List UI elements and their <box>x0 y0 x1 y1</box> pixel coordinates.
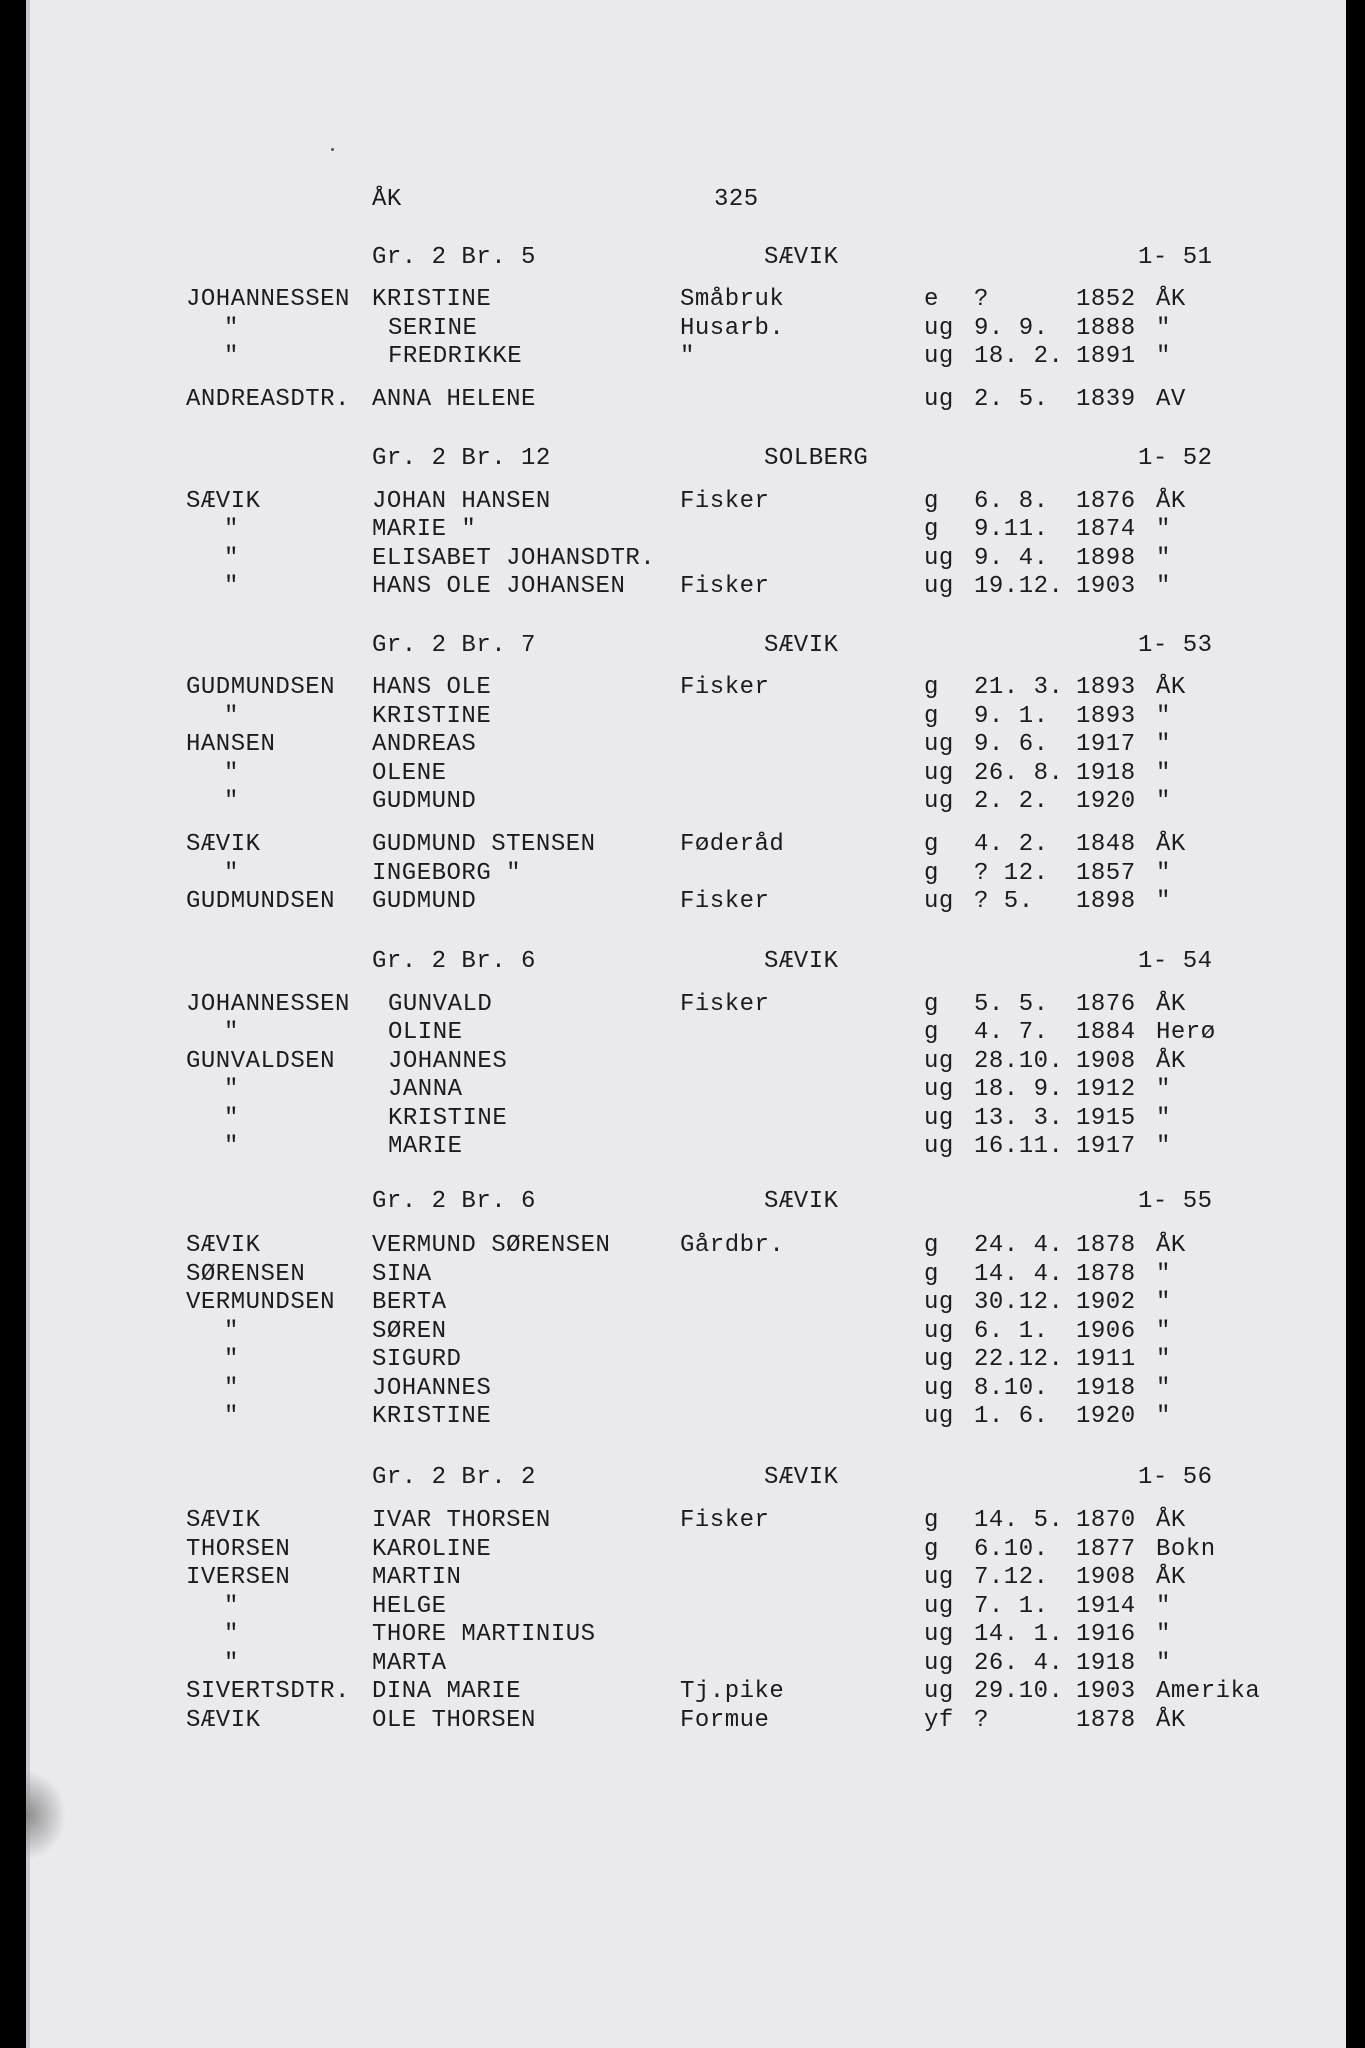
section-group: Gr. 2 Br. 5 <box>372 244 536 271</box>
record-given-name: KRISTINE <box>372 703 492 730</box>
record-year: 1908 <box>1076 1564 1136 1591</box>
record-year: 1917 <box>1076 1133 1136 1160</box>
record-surname: " <box>224 1019 239 1046</box>
record-given-name: MARIE " <box>372 516 477 543</box>
record-birthplace: ÅK <box>1156 488 1186 515</box>
record-status: ug <box>924 386 954 413</box>
section-ref: 1- 51 <box>1138 244 1213 271</box>
record-date: 8.10. <box>974 1375 1049 1402</box>
record-surname: SÆVIK <box>186 488 261 515</box>
record-given-name: SERINE <box>388 315 478 342</box>
section-place: SÆVIK <box>764 1464 839 1491</box>
document-page <box>26 0 1346 2048</box>
record-birthplace: " <box>1156 760 1171 787</box>
record-birthplace: ÅK <box>1156 1707 1186 1734</box>
record-birthplace: " <box>1156 860 1171 887</box>
record-occupation: Fisker <box>680 1507 770 1534</box>
record-given-name: KAROLINE <box>372 1536 492 1563</box>
record-given-name: JOHAN HANSEN <box>372 488 551 515</box>
record-date: 13. 3. <box>974 1105 1064 1132</box>
record-birthplace: AV <box>1156 386 1186 413</box>
record-given-name: MARTA <box>372 1650 447 1677</box>
record-status: g <box>924 831 939 858</box>
record-year: 1857 <box>1076 860 1136 887</box>
record-surname: JOHANNESSEN <box>186 991 350 1018</box>
record-date: 18. 2. <box>974 343 1064 370</box>
record-occupation: Småbruk <box>680 286 785 313</box>
record-year: 1917 <box>1076 731 1136 758</box>
record-date: 9. 6. <box>974 731 1049 758</box>
record-occupation: " <box>680 343 695 370</box>
record-status: ug <box>924 1403 954 1430</box>
record-status: g <box>924 1507 939 1534</box>
record-birthplace: Bokn <box>1156 1536 1216 1563</box>
record-status: g <box>924 1019 939 1046</box>
record-surname: " <box>224 1346 239 1373</box>
record-occupation: Fisker <box>680 488 770 515</box>
record-surname: " <box>224 1621 239 1648</box>
page-number: 325 <box>714 186 759 213</box>
record-date: 7.12. <box>974 1564 1049 1591</box>
record-date: 9.11. <box>974 516 1049 543</box>
record-status: ug <box>924 1133 954 1160</box>
page-edge <box>26 0 30 2048</box>
record-given-name: GUDMUND <box>372 888 477 915</box>
record-birthplace: ÅK <box>1156 1507 1186 1534</box>
record-year: 1912 <box>1076 1076 1136 1103</box>
record-date: 21. 3. <box>974 674 1064 701</box>
record-birthplace: " <box>1156 703 1171 730</box>
record-birthplace: " <box>1156 1593 1171 1620</box>
record-surname: VERMUNDSEN <box>186 1289 336 1316</box>
record-date: 7. 1. <box>974 1593 1049 1620</box>
record-status: ug <box>924 545 954 572</box>
record-birthplace: " <box>1156 343 1171 370</box>
record-occupation: Tj.pike <box>680 1678 785 1705</box>
record-year: 1914 <box>1076 1593 1136 1620</box>
record-surname: JOHANNESSEN <box>186 286 350 313</box>
record-status: ug <box>924 788 954 815</box>
record-status: ug <box>924 315 954 342</box>
record-date: 14. 4. <box>974 1261 1064 1288</box>
record-surname: " <box>224 1133 239 1160</box>
record-year: 1911 <box>1076 1346 1136 1373</box>
record-date: 26. 4. <box>974 1650 1064 1677</box>
record-given-name: OLINE <box>388 1019 463 1046</box>
section-group: Gr. 2 Br. 12 <box>372 445 551 472</box>
record-date: 4. 2. <box>974 831 1049 858</box>
record-given-name: SIGURD <box>372 1346 462 1373</box>
record-status: ug <box>924 1105 954 1132</box>
record-surname: " <box>224 343 239 370</box>
record-birthplace: " <box>1156 731 1171 758</box>
record-birthplace: " <box>1156 1621 1171 1648</box>
record-birthplace: " <box>1156 545 1171 572</box>
record-status: ug <box>924 1621 954 1648</box>
record-given-name: THORE MARTINIUS <box>372 1621 596 1648</box>
record-surname: " <box>224 516 239 543</box>
record-year: 1893 <box>1076 674 1136 701</box>
record-surname: SÆVIK <box>186 1707 261 1734</box>
record-birthplace: " <box>1156 516 1171 543</box>
record-birthplace: " <box>1156 1403 1171 1430</box>
record-date: ? <box>974 1707 989 1734</box>
record-status: ug <box>924 1076 954 1103</box>
record-surname: " <box>224 860 239 887</box>
record-date: 6. 8. <box>974 488 1049 515</box>
record-given-name: SØREN <box>372 1318 447 1345</box>
record-status: ug <box>924 1346 954 1373</box>
record-surname: " <box>224 1375 239 1402</box>
section-group: Gr. 2 Br. 2 <box>372 1464 536 1491</box>
record-status: g <box>924 1232 939 1259</box>
record-status: g <box>924 488 939 515</box>
record-given-name: FREDRIKKE <box>388 343 523 370</box>
section-group: Gr. 2 Br. 6 <box>372 1188 536 1215</box>
record-surname: " <box>224 1403 239 1430</box>
paper-speck <box>331 148 334 151</box>
record-occupation: Fisker <box>680 888 770 915</box>
record-date: 30.12. <box>974 1289 1064 1316</box>
record-year: 1884 <box>1076 1019 1136 1046</box>
record-status: ug <box>924 1678 954 1705</box>
record-year: 1874 <box>1076 516 1136 543</box>
record-birthplace: " <box>1156 1133 1171 1160</box>
record-birthplace: " <box>1156 1105 1171 1132</box>
record-birthplace: " <box>1156 573 1171 600</box>
record-year: 1903 <box>1076 573 1136 600</box>
record-occupation: Fisker <box>680 573 770 600</box>
record-given-name: JOHANNES <box>388 1048 508 1075</box>
record-given-name: BERTA <box>372 1289 447 1316</box>
record-given-name: ELISABET JOHANSDTR. <box>372 545 656 572</box>
record-occupation: Husarb. <box>680 315 785 342</box>
record-year: 1915 <box>1076 1105 1136 1132</box>
record-birthplace: ÅK <box>1156 991 1186 1018</box>
record-given-name: MARIE <box>388 1133 463 1160</box>
record-birthplace: ÅK <box>1156 674 1186 701</box>
record-birthplace: " <box>1156 1289 1171 1316</box>
record-occupation: Fisker <box>680 991 770 1018</box>
record-surname: " <box>224 1650 239 1677</box>
record-surname: SÆVIK <box>186 1232 261 1259</box>
record-given-name: IVAR THORSEN <box>372 1507 551 1534</box>
record-year: 1891 <box>1076 343 1136 370</box>
record-date: 16.11. <box>974 1133 1064 1160</box>
record-year: 1888 <box>1076 315 1136 342</box>
record-birthplace: " <box>1156 1318 1171 1345</box>
record-status: ug <box>924 1318 954 1345</box>
record-surname: " <box>224 573 239 600</box>
section-ref: 1- 54 <box>1138 948 1213 975</box>
section-ref: 1- 53 <box>1138 632 1213 659</box>
record-year: 1920 <box>1076 788 1136 815</box>
record-birthplace: " <box>1156 1261 1171 1288</box>
record-year: 1878 <box>1076 1707 1136 1734</box>
record-birthplace: " <box>1156 788 1171 815</box>
record-surname: GUDMUNDSEN <box>186 888 336 915</box>
record-status: ug <box>924 760 954 787</box>
record-birthplace: " <box>1156 1076 1171 1103</box>
record-date: 9. 1. <box>974 703 1049 730</box>
record-surname: GUDMUNDSEN <box>186 674 336 701</box>
record-given-name: HANS OLE <box>372 674 492 701</box>
record-surname: SÆVIK <box>186 831 261 858</box>
section-place: SÆVIK <box>764 632 839 659</box>
record-date: 2. 5. <box>974 386 1049 413</box>
record-status: g <box>924 516 939 543</box>
record-birthplace: ÅK <box>1156 1048 1186 1075</box>
record-status: ug <box>924 1593 954 1620</box>
record-surname: " <box>224 315 239 342</box>
record-surname: SÆVIK <box>186 1507 261 1534</box>
record-status: g <box>924 860 939 887</box>
record-birthplace: ÅK <box>1156 831 1186 858</box>
record-status: ug <box>924 573 954 600</box>
record-birthplace: " <box>1156 1346 1171 1373</box>
record-given-name: SINA <box>372 1261 432 1288</box>
record-year: 1918 <box>1076 760 1136 787</box>
record-year: 1918 <box>1076 1650 1136 1677</box>
section-ref: 1- 56 <box>1138 1464 1213 1491</box>
record-status: ug <box>924 1650 954 1677</box>
record-year: 1839 <box>1076 386 1136 413</box>
section-ref: 1- 55 <box>1138 1188 1213 1215</box>
record-given-name: HELGE <box>372 1593 447 1620</box>
record-status: g <box>924 703 939 730</box>
record-year: 1903 <box>1076 1678 1136 1705</box>
record-date: ? 12. <box>974 860 1049 887</box>
record-date: 4. 7. <box>974 1019 1049 1046</box>
record-year: 1893 <box>1076 703 1136 730</box>
record-date: 9. 9. <box>974 315 1049 342</box>
record-given-name: KRISTINE <box>388 1105 508 1132</box>
record-year: 1906 <box>1076 1318 1136 1345</box>
record-date: 26. 8. <box>974 760 1064 787</box>
record-year: 1878 <box>1076 1232 1136 1259</box>
record-surname: SIVERTSDTR. <box>186 1678 350 1705</box>
record-date: ? <box>974 286 989 313</box>
record-status: g <box>924 1536 939 1563</box>
record-date: 18. 9. <box>974 1076 1064 1103</box>
record-given-name: OLE THORSEN <box>372 1707 536 1734</box>
record-date: 24. 4. <box>974 1232 1064 1259</box>
page-code: ÅK <box>372 186 402 213</box>
record-occupation: Formue <box>680 1707 770 1734</box>
record-year: 1878 <box>1076 1261 1136 1288</box>
record-date: ? 5. <box>974 888 1034 915</box>
record-given-name: GUDMUND <box>372 788 477 815</box>
record-year: 1877 <box>1076 1536 1136 1563</box>
record-surname: " <box>224 1076 239 1103</box>
record-date: 19.12. <box>974 573 1064 600</box>
record-surname: " <box>224 545 239 572</box>
record-surname: ANDREASDTR. <box>186 386 350 413</box>
record-given-name: GUDMUND STENSEN <box>372 831 596 858</box>
record-birthplace: ÅK <box>1156 286 1186 313</box>
record-given-name: GUNVALD <box>388 991 493 1018</box>
record-surname: " <box>224 703 239 730</box>
record-date: 6.10. <box>974 1536 1049 1563</box>
record-status: ug <box>924 1289 954 1316</box>
record-year: 1898 <box>1076 888 1136 915</box>
record-status: ug <box>924 1375 954 1402</box>
record-birthplace: " <box>1156 1650 1171 1677</box>
record-occupation: Fisker <box>680 674 770 701</box>
section-group: Gr. 2 Br. 6 <box>372 948 536 975</box>
record-birthplace: ÅK <box>1156 1232 1186 1259</box>
record-status: yf <box>924 1707 954 1734</box>
record-surname: GUNVALDSEN <box>186 1048 336 1075</box>
record-status: ug <box>924 731 954 758</box>
section-place: SÆVIK <box>764 948 839 975</box>
record-year: 1852 <box>1076 286 1136 313</box>
record-surname: " <box>224 788 239 815</box>
record-date: 14. 5. <box>974 1507 1064 1534</box>
record-date: 5. 5. <box>974 991 1049 1018</box>
record-given-name: JOHANNES <box>372 1375 492 1402</box>
record-given-name: ANDREAS <box>372 731 477 758</box>
record-birthplace: " <box>1156 315 1171 342</box>
record-surname: IVERSEN <box>186 1564 291 1591</box>
section-place: SOLBERG <box>764 445 869 472</box>
record-given-name: KRISTINE <box>372 1403 492 1430</box>
record-year: 1898 <box>1076 545 1136 572</box>
record-date: 28.10. <box>974 1048 1064 1075</box>
paper-smudge <box>26 1770 66 1860</box>
record-status: g <box>924 674 939 701</box>
record-birthplace: Herø <box>1156 1019 1216 1046</box>
record-status: ug <box>924 1048 954 1075</box>
record-given-name: OLENE <box>372 760 447 787</box>
record-date: 14. 1. <box>974 1621 1064 1648</box>
record-year: 1870 <box>1076 1507 1136 1534</box>
record-surname: SØRENSEN <box>186 1261 306 1288</box>
record-status: ug <box>924 1564 954 1591</box>
record-occupation: Gårdbr. <box>680 1232 785 1259</box>
record-birthplace: Amerika <box>1156 1678 1261 1705</box>
record-year: 1920 <box>1076 1403 1136 1430</box>
record-year: 1918 <box>1076 1375 1136 1402</box>
record-surname: THORSEN <box>186 1536 291 1563</box>
record-status: ug <box>924 343 954 370</box>
record-year: 1876 <box>1076 991 1136 1018</box>
record-status: g <box>924 991 939 1018</box>
record-date: 29.10. <box>974 1678 1064 1705</box>
record-year: 1916 <box>1076 1621 1136 1648</box>
record-year: 1848 <box>1076 831 1136 858</box>
record-surname: " <box>224 1593 239 1620</box>
record-status: ug <box>924 888 954 915</box>
record-birthplace: " <box>1156 888 1171 915</box>
record-date: 1. 6. <box>974 1403 1049 1430</box>
record-given-name: INGEBORG " <box>372 860 522 887</box>
record-status: e <box>924 286 939 313</box>
record-given-name: DINA MARIE <box>372 1678 522 1705</box>
record-given-name: HANS OLE JOHANSEN <box>372 573 626 600</box>
section-group: Gr. 2 Br. 7 <box>372 632 536 659</box>
record-surname: " <box>224 760 239 787</box>
section-ref: 1- 52 <box>1138 445 1213 472</box>
record-given-name: KRISTINE <box>372 286 492 313</box>
record-year: 1908 <box>1076 1048 1136 1075</box>
record-year: 1902 <box>1076 1289 1136 1316</box>
record-date: 6. 1. <box>974 1318 1049 1345</box>
record-given-name: MARTIN <box>372 1564 462 1591</box>
record-birthplace: " <box>1156 1375 1171 1402</box>
record-surname: " <box>224 1318 239 1345</box>
record-date: 22.12. <box>974 1346 1064 1373</box>
section-place: SÆVIK <box>764 1188 839 1215</box>
record-status: g <box>924 1261 939 1288</box>
record-date: 2. 2. <box>974 788 1049 815</box>
record-given-name: ANNA HELENE <box>372 386 536 413</box>
record-date: 9. 4. <box>974 545 1049 572</box>
record-surname: " <box>224 1105 239 1132</box>
record-surname: HANSEN <box>186 731 276 758</box>
record-given-name: VERMUND SØRENSEN <box>372 1232 611 1259</box>
section-place: SÆVIK <box>764 244 839 271</box>
record-year: 1876 <box>1076 488 1136 515</box>
record-occupation: Føderåd <box>680 831 785 858</box>
record-birthplace: ÅK <box>1156 1564 1186 1591</box>
record-given-name: JANNA <box>388 1076 463 1103</box>
